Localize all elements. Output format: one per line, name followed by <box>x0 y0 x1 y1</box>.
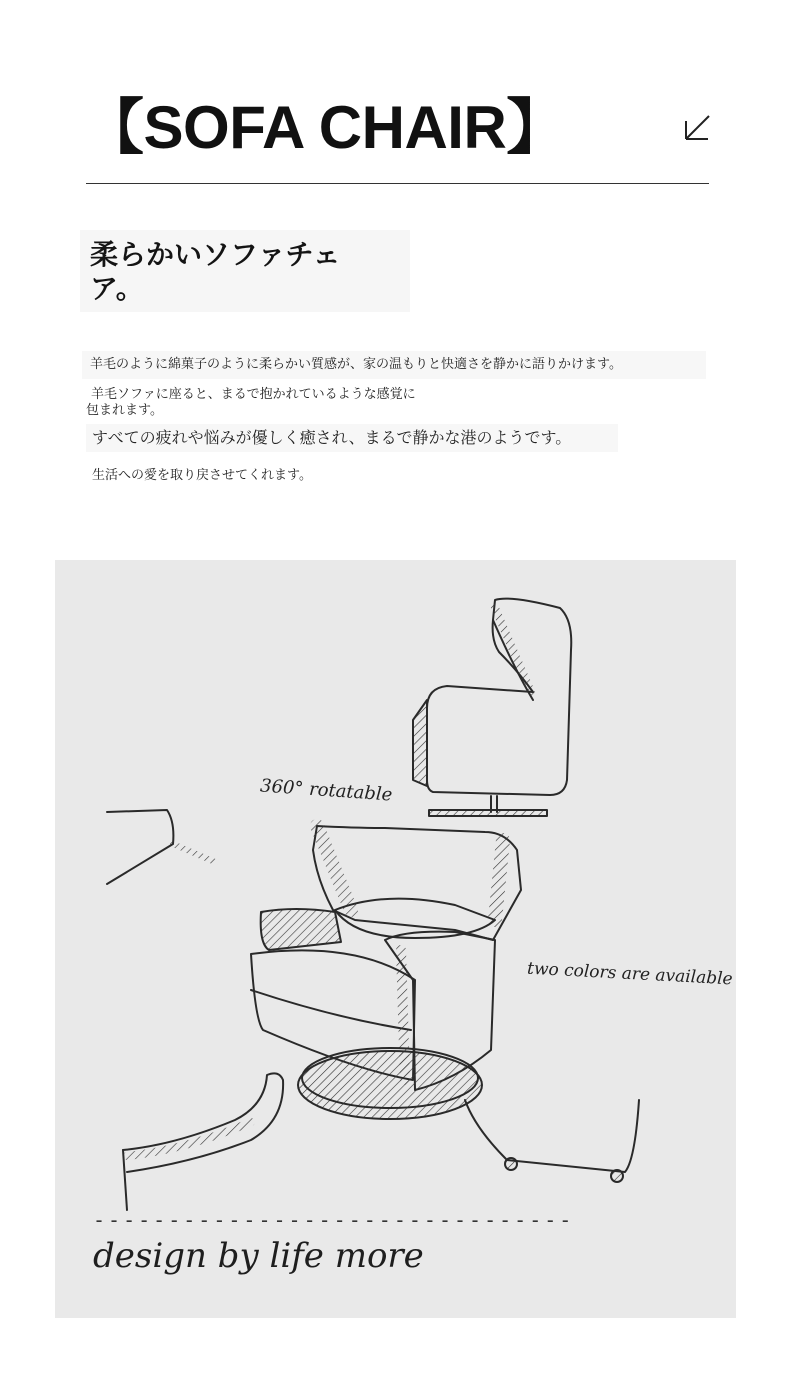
page-title: 【SOFA CHAIR】 <box>84 94 566 161</box>
design-signature: design by life more <box>93 1236 424 1276</box>
arrow-down-left-icon <box>682 113 712 143</box>
dashed-separator: -------------------------------- <box>93 1208 575 1232</box>
paragraph-2 <box>86 387 446 419</box>
subtitle-block <box>80 230 410 312</box>
paragraph-2-line-1: 羊毛ソファに座ると、まるで抱かれているような感覚に <box>91 387 416 402</box>
chair-sketch-illustration <box>55 560 736 1318</box>
subtitle-text: 柔らかいソファチェア。 <box>90 238 341 305</box>
title-divider <box>86 183 709 184</box>
annotation-360-rotatable: 360° rotatable <box>259 775 393 806</box>
annotation-two-colors: two colors are available <box>526 958 734 990</box>
paragraph-3: すべての疲れや悩みが優しく癒され、まるで静かな港のようです。 <box>86 424 618 452</box>
paragraph-1: 羊毛のように綿菓子のように柔らかい質感が、家の温もりと快適さを静かに語りかけます。 <box>82 351 706 379</box>
paragraph-4: 生活への愛を取り戻させてくれます。 <box>92 468 312 483</box>
sofa-chair-drawing <box>55 560 736 1318</box>
paragraph-2-line-2: 包まれます。 <box>86 403 163 418</box>
